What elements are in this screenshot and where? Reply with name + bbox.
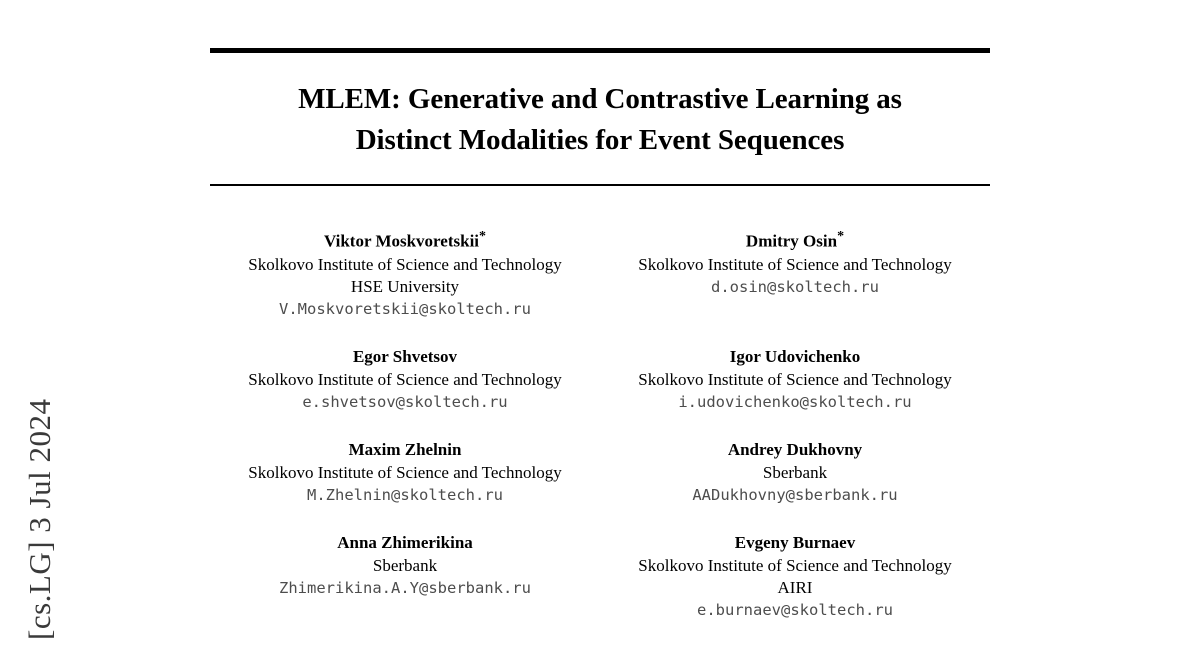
author-name-text: Dmitry Osin [745, 232, 838, 251]
author-footnote-marker: * [479, 229, 487, 245]
author-entry [210, 532, 600, 621]
author-name [604, 532, 986, 555]
author-entry [210, 346, 600, 413]
author-affiliation: Skolkovo Institute of Science and Technology [248, 462, 562, 482]
author-entry [600, 532, 990, 621]
author-affiliation-secondary: AIRI [777, 577, 813, 597]
author-name [214, 532, 596, 555]
author-affiliation: Sberbank [762, 462, 828, 482]
author-affiliation-secondary: HSE University [350, 277, 460, 297]
author-entry [210, 439, 600, 506]
author-name-text: Evgeny Burnaev [734, 532, 856, 552]
author-entry [600, 228, 990, 320]
author-affiliation: Skolkovo Institute of Science and Technology [638, 555, 952, 575]
author-affiliation: Skolkovo Institute of Science and Technology [638, 254, 952, 274]
page-title [210, 79, 990, 161]
author-email[interactable]: d.osin@skoltech.ru [711, 278, 879, 297]
author-affiliation: Sberbank [372, 555, 438, 575]
title-rule-bottom [210, 184, 990, 186]
author-name [214, 439, 596, 462]
author-name-text: Andrey Dukhovny [727, 440, 863, 459]
title-rule-top [210, 48, 990, 53]
author-name-text: Anna Zhimerikina [337, 532, 473, 552]
arxiv-identifier-stamp [0, 0, 80, 648]
author-affiliation: Skolkovo Institute of Science and Technology [248, 369, 562, 389]
author-entry [210, 228, 600, 320]
author-name [604, 346, 986, 369]
author-affiliation: Skolkovo Institute of Science and Technology [638, 369, 952, 389]
author-email[interactable]: e.burnaev@skoltech.ru [697, 601, 893, 620]
author-name [214, 228, 596, 254]
author-email[interactable]: i.udovichenko@skoltech.ru [678, 393, 912, 412]
author-name-text: Egor Shvetsov [352, 347, 458, 367]
page-title-line-2: Distinct Modalities for Event Sequences [355, 124, 845, 157]
author-email[interactable]: AADukhovny@sberbank.ru [692, 486, 898, 505]
author-email[interactable]: Zhimerikina.A.Y@sberbank.ru [279, 578, 531, 597]
page-title-line-1: MLEM: Generative and Contrastive Learning as [298, 83, 902, 115]
author-entry [600, 439, 990, 506]
author-email[interactable]: M.Zhelnin@skoltech.ru [307, 486, 503, 505]
author-footnote-marker: * [837, 229, 845, 245]
author-name-text: Viktor Moskvoretskii [323, 232, 480, 251]
arxiv-stamp-text: [cs.LG] 3 Jul 2024 [22, 398, 57, 640]
author-entry [600, 346, 990, 413]
author-block [210, 228, 990, 621]
author-name [214, 346, 596, 369]
author-name-text: Igor Udovichenko [729, 347, 861, 367]
author-email[interactable]: e.shvetsov@skoltech.ru [302, 393, 508, 412]
author-name [604, 228, 986, 254]
author-name-text: Maxim Zhelnin [348, 440, 462, 459]
author-affiliation: Skolkovo Institute of Science and Technology [248, 254, 562, 274]
author-email[interactable]: V.Moskvoretskii@skoltech.ru [279, 300, 531, 319]
paper-first-page [210, 0, 990, 648]
author-name [604, 439, 986, 462]
